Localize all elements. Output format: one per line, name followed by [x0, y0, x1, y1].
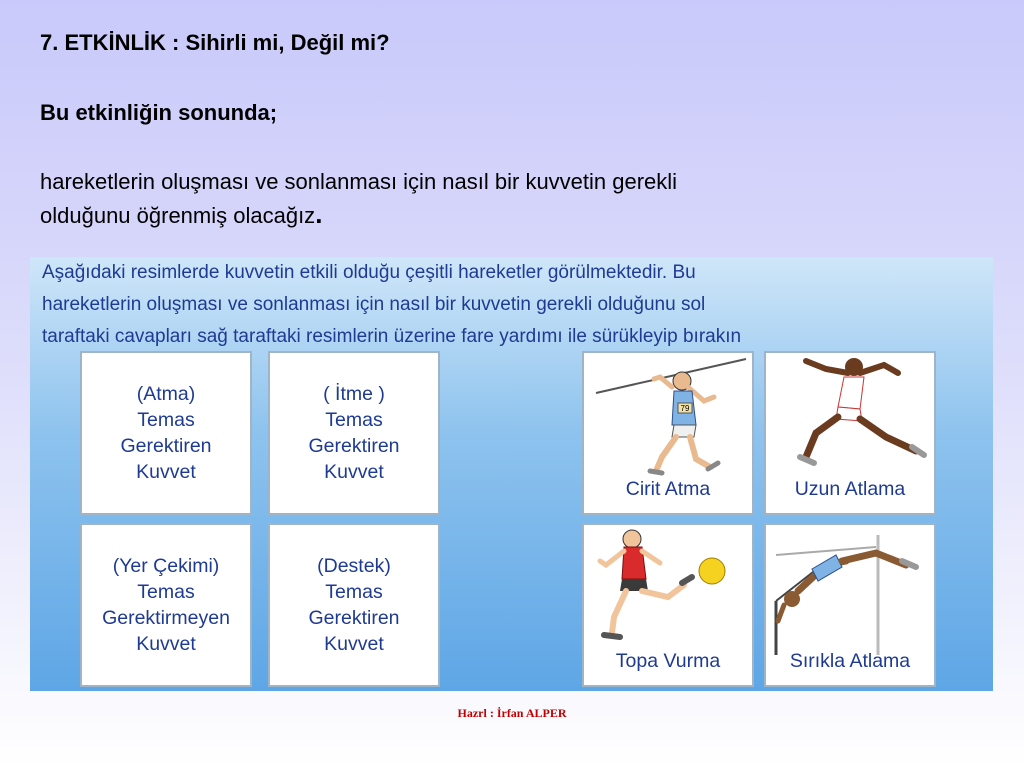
slide-title: 7. ETKİNLİK : Sihirli mi, Değil mi?	[40, 30, 390, 55]
objective-period: .	[315, 199, 323, 229]
footer-credit: Hazrl : İrfan ALPER	[457, 706, 567, 720]
picture-sirikla-atlama[interactable]	[764, 523, 936, 687]
activity-panel	[30, 257, 993, 691]
objective-line-2: olduğunu öğrenmiş olacağız	[40, 203, 316, 228]
instruction-line: taraftaki cavapları sağ taraftaki resimlerin üzerine fare yardımı ile sürükleyip bırakın	[42, 326, 742, 347]
activity-instructions	[42, 257, 987, 353]
picture-topa-vurma[interactable]	[582, 523, 754, 687]
card-line: (Atma)	[136, 383, 196, 405]
card-line: Gerektirmeyen	[102, 607, 230, 629]
card-line: Kuvvet	[136, 633, 196, 655]
instruction-line: hareketlerin oluşması ve sonlanması için nasıl bir kuvvetin gerekli olduğunu sol	[42, 294, 706, 315]
card-line: Temas	[137, 581, 195, 603]
picture-caption: Sırıkla Atlama	[789, 650, 911, 672]
objective-line-1: hareketlerin oluşması ve sonlanması için nasıl bir kuvvetin gerekli	[40, 169, 678, 194]
answer-card-destek[interactable]	[268, 523, 440, 687]
picture-cirit-atma[interactable]	[582, 351, 754, 515]
card-line: Gerektiren	[308, 435, 400, 457]
card-line: Temas	[325, 409, 383, 431]
answer-card-atma[interactable]	[80, 351, 252, 515]
picture-uzun-atlama[interactable]	[764, 351, 936, 515]
slide-subtitle: Bu etkinliğin sonunda;	[40, 100, 278, 125]
card-line: Temas	[137, 409, 195, 431]
answer-card-itme[interactable]	[268, 351, 440, 515]
card-line: Kuvvet	[324, 461, 384, 483]
card-line: Kuvvet	[136, 461, 196, 483]
card-line: Gerektiren	[120, 435, 212, 457]
card-line: (Destek)	[317, 555, 391, 577]
learning-objective	[40, 166, 940, 232]
card-line: (Yer Çekimi)	[112, 555, 220, 577]
picture-caption: Uzun Atlama	[794, 478, 906, 500]
card-line: Kuvvet	[324, 633, 384, 655]
answer-card-yer-cekimi[interactable]	[80, 523, 252, 687]
picture-caption: Topa Vurma	[615, 650, 721, 672]
card-line: Temas	[325, 581, 383, 603]
instruction-line: Aşağıdaki resimlerde kuvvetin etkili olduğu çeşitli hareketler görülmektedir. Bu	[42, 262, 696, 283]
bib-number: 79	[680, 404, 690, 413]
card-line: Gerektiren	[308, 607, 400, 629]
picture-caption: Cirit Atma	[625, 478, 711, 500]
card-line: ( İtme )	[323, 383, 385, 405]
